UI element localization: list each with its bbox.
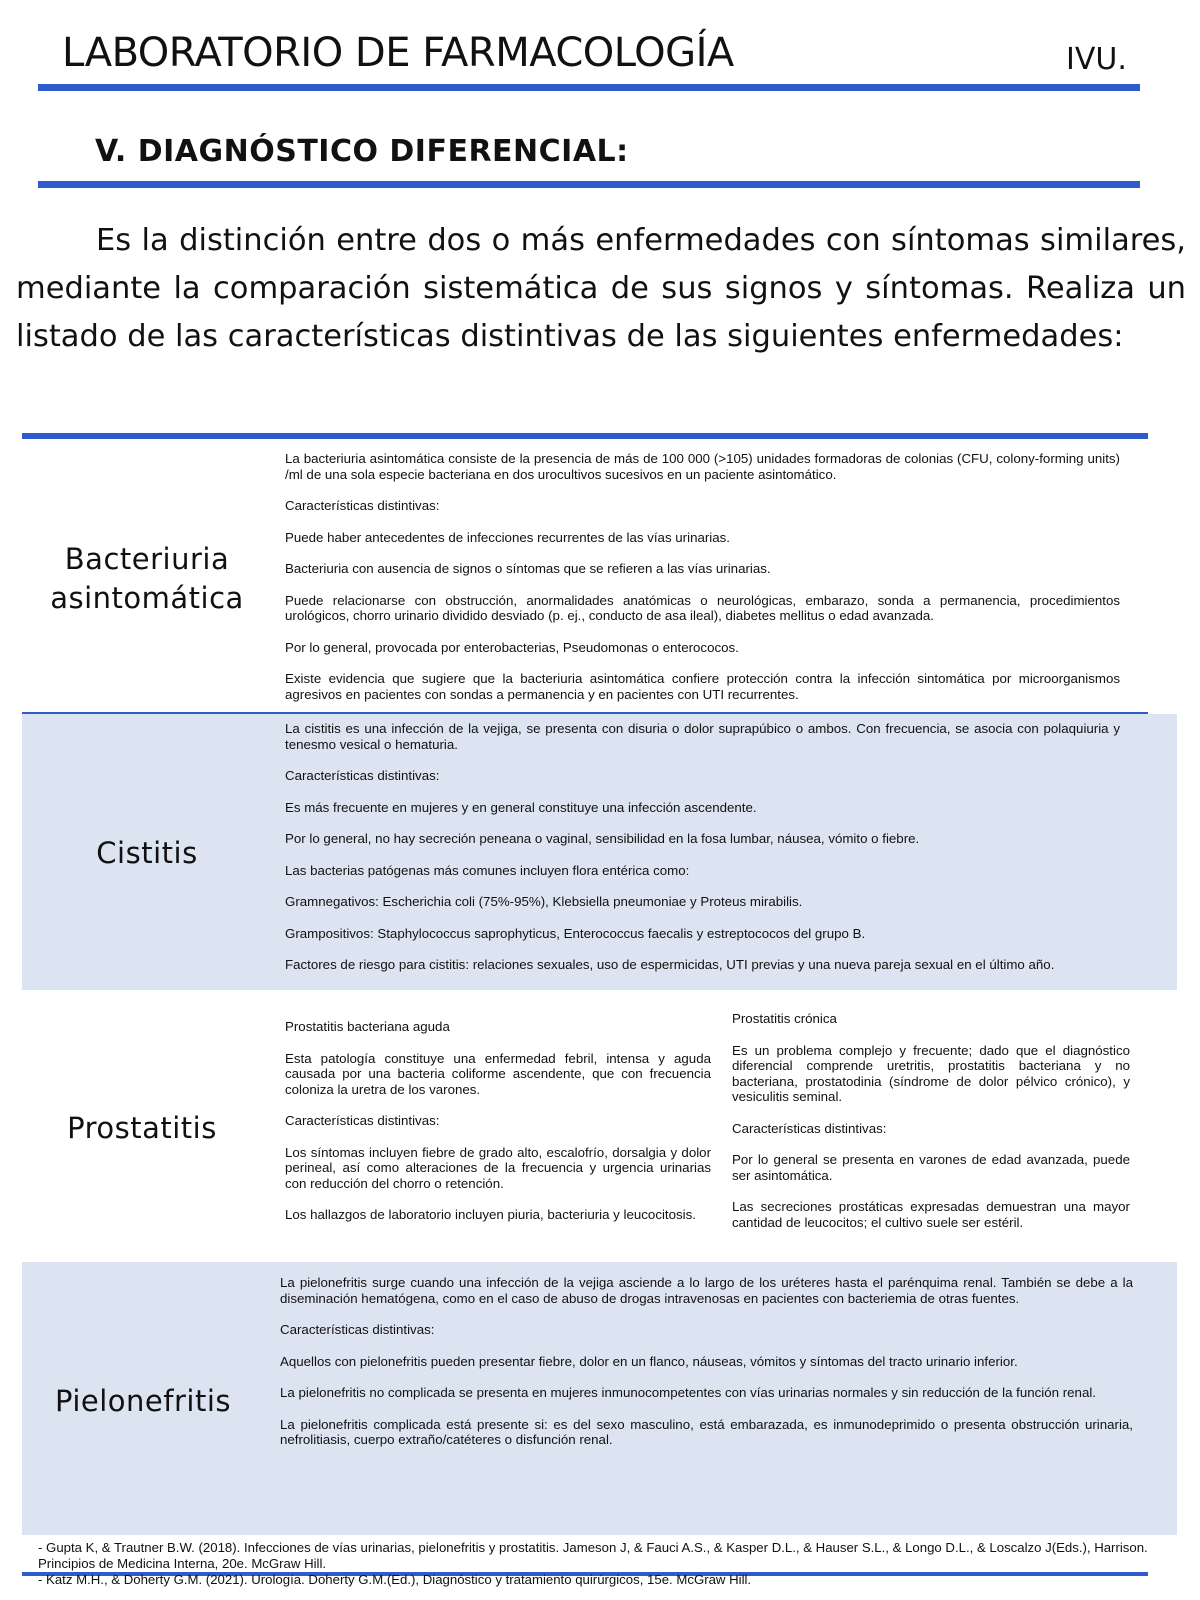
row-pielonefritis [22, 1262, 1177, 1535]
intro-text: Es la distinción entre dos o más enfermedades con síntomas similares, mediante la comparación sistemática de sus signos y síntomas. Realiza un listado de las características distintivas de las siguientes enfermedades: [16, 223, 1186, 354]
reference-item: - Gupta K, & Trautner B.W. (2018). Infecciones de vías urinarias, pielonefritis y prostatitis. Jameson J, & Fauci A.S., & Kasper D.L., & Hauser S.L., & Longo D.L., & Loscalzo J(Eds.), Harrison. Principios de Medicina Interna, 20e. McGraw Hill. [38, 1540, 1148, 1571]
paragraph: Las secreciones prostáticas expresadas demuestran una mayor cantidad de leucocitos; el cultivo suele ser estéril. [732, 1199, 1130, 1230]
paragraph: Gramnegativos: Escherichia coli (75%-95%), Klebsiella pneumoniae y Proteus mirabilis. [285, 894, 803, 909]
paragraph: La bacteriuria asintomática consiste de la presencia de más de 100 000 (>105) unidades formadoras de colonias (CFU, colony-forming units) /ml de una sola especie bacteriana en dos urocultivos sucesivos en un paciente asintomático. [285, 451, 1120, 482]
paragraph: Grampositivos: Staphylococcus saprophyticus, Enterococcus faecalis y estreptococos del grupo B. [285, 925, 866, 941]
paragraph: Los síntomas incluyen fiebre de grado alto, escalofrío, dorsalgia y dolor perineal, así como alteraciones de la frecuencia y urgencia urinarias con reducción del chorro o retención. [285, 1144, 711, 1191]
paragraph: Puede haber antecedentes de infecciones recurrentes de las vías urinarias. [285, 529, 730, 545]
paragraph: La pielonefritis surge cuando una infección de la vejiga asciende a lo largo de los uréteres hasta el parénquima renal. También se debe a la diseminación hematógena, como en el caso de abuso de drogas intravenosas en pacientes con bacteriemia de otras fuentes. [280, 1275, 1133, 1306]
paragraph: Las bacterias patógenas más comunes incluyen flora entérica como: [285, 862, 690, 878]
reference-item: - Katz M.H., & Doherty G.M. (2021). Urología. Doherty G.M.(Ed.), Diagnóstico y tratamiento quirúrgicos, 15e. McGraw Hill. [38, 1572, 752, 1587]
paragraph: Características distintivas: [285, 498, 440, 513]
disease-label-prostatitis: Prostatitis [67, 1111, 217, 1145]
pielonefritis-description [280, 1275, 1133, 1464]
paragraph: Por lo general se presenta en varones de edad avanzada, puede ser asintomática. [732, 1152, 1130, 1183]
cistitis-description [285, 721, 1120, 989]
paragraph: Características distintivas: [280, 1322, 435, 1337]
disease-label-bacteriuria [22, 540, 272, 618]
label-line: Bacteriuria [64, 542, 230, 576]
paragraph: Por lo general, provocada por enterobacterias, Pseudomonas o enterococos. [285, 639, 739, 655]
intro-paragraph [16, 217, 1186, 361]
table-top-divider [22, 433, 1148, 439]
paragraph: Bacteriuria con ausencia de signos o síntomas que se refieren a las vías urinarias. [285, 561, 771, 576]
paragraph: Prostatitis bacteriana aguda [285, 1019, 450, 1034]
paragraph: Esta patología constituye una enfermedad febril, intensa y aguda causada por una bacteria coliforme ascendente, que con frecuencia coloniza la uretra de los varones. [285, 1050, 711, 1097]
row-bacteriuria [22, 440, 1177, 712]
section-divider [38, 181, 1140, 188]
disease-label-cistitis: Cistitis [96, 836, 198, 870]
paragraph: Es un problema complejo y frecuente; dado que el diagnóstico diferencial comprende uretritis, prostatitis bacteriana y no bacteriana, prostatodinia (síndrome de dolor pélvico crónico), y vesiculitis seminal. [732, 1042, 1130, 1104]
paragraph: Aquellos con pielonefritis pueden presentar fiebre, dolor en un flanco, náuseas, vómitos y síntomas del tracto urinario inferior. [280, 1353, 1018, 1369]
document-title: LABORATORIO DE FARMACOLOGÍA [62, 30, 734, 76]
paragraph: Factores de riesgo para cistitis: relaciones sexuales, uso de espermicidas, UTI previas y una nueva pareja sexual en el último año. [285, 957, 1055, 972]
paragraph: Existe evidencia que sugiere que la bacteriuria asintomática confiere protección contra la infección sintomática por microorganismos agresivos en pacientes con sondas a permanencia y en pacientes con UTI recurrentes. [285, 671, 1120, 702]
header-divider [38, 84, 1140, 91]
document-code: IVU. [1066, 42, 1127, 77]
paragraph: Es más frecuente en mujeres y en general constituye una infección ascendente. [285, 799, 757, 815]
paragraph: La cistitis es una infección de la vejiga, se presenta con disuria o dolor suprapúbico o ambos. Con frecuencia, se asocia con polaquiuria y tenesmo vesical o hematuria. [285, 721, 1120, 752]
prostatitis-chronic [732, 1011, 1130, 1246]
disease-label-pielonefritis: Pielonefritis [55, 1384, 231, 1418]
prostatitis-acute [285, 1019, 711, 1239]
paragraph: Por lo general, no hay secreción peneana o vaginal, sensibilidad en la fosa lumbar, náusea, vómito o fiebre. [285, 831, 920, 846]
paragraph: La pielonefritis complicada está presente si: es del sexo masculino, está embarazada, es inmunodeprimido o presenta obstrucción urinaria, nefrolitiasis, cuerpo extraño/catéteres o disfunción renal. [280, 1416, 1133, 1447]
paragraph: Los hallazgos de laboratorio incluyen piuria, bacteriuria y leucocitosis. [285, 1207, 696, 1222]
paragraph: Características distintivas: [732, 1120, 887, 1136]
row-prostatitis [22, 990, 1177, 1262]
paragraph: Características distintivas: [285, 1113, 440, 1128]
row-cistitis [22, 714, 1177, 990]
section-title: V. DIAGNÓSTICO DIFERENCIAL: [95, 134, 629, 169]
paragraph: Características distintivas: [285, 768, 440, 783]
paragraph: Puede relacionarse con obstrucción, anormalidades anatómicas o neurológicas, embarazo, sonda a permanencia, procedimientos urológicos, chorro urinario dividido desviado (p. ej., conducto de asa ileal), diabetes mellitus o edad avanzada. [285, 592, 1120, 623]
references [38, 1540, 1163, 1588]
bacteriuria-description [285, 451, 1120, 718]
label-line: asintomática [50, 581, 244, 615]
paragraph: Prostatitis crónica [732, 1011, 837, 1026]
paragraph: La pielonefritis no complicada se presenta en mujeres inmunocompetentes con vías urinarias normales y sin reducción de la función renal. [280, 1385, 1096, 1400]
